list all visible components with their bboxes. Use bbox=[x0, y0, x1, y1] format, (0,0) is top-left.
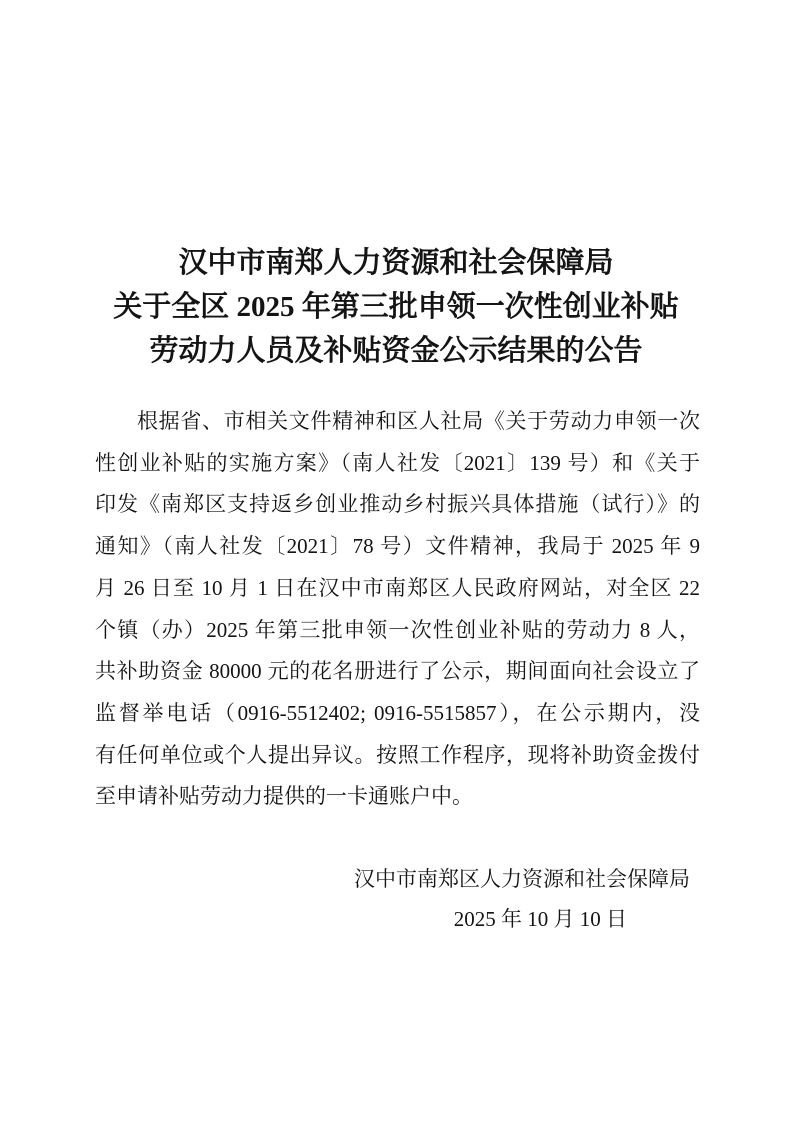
title-line-2: 关于全区 2025 年第三批申领一次性创业补贴 bbox=[113, 291, 679, 323]
body-line: 至申请补贴劳动力提供的一卡通账户中。 bbox=[95, 784, 473, 809]
signature-date: 2025 年 10 月 10 日 bbox=[453, 907, 627, 932]
body-line: 印发《南郑区支持返乡创业推动乡村振兴具体措施（试行）》的 bbox=[95, 492, 700, 517]
body-line: 月 26 日至 10 月 1 日在汉中市南郑区人民政府网站，对全区 22 bbox=[95, 575, 700, 600]
body-paragraph bbox=[95, 401, 700, 818]
signature-block bbox=[0, 859, 792, 939]
signature-issuer: 汉中市南郑区人力资源和社会保障局 bbox=[354, 867, 690, 892]
body-line: 共补助资金 80000 元的花名册进行了公示，期间面向社会设立了 bbox=[95, 659, 700, 684]
body-line: 性创业补贴的实施方案》（南人社发〔2021〕139 号）和《关于 bbox=[95, 450, 700, 475]
title-line-3: 劳动力人员及补贴资金公示结果的公告 bbox=[149, 335, 643, 367]
body-line: 个镇（办）2025 年第三批申领一次性创业补贴的劳动力 8 人， bbox=[95, 617, 700, 642]
title-line-1: 汉中市南郑人力资源和社会保障局 bbox=[178, 247, 614, 279]
document-title bbox=[0, 0, 792, 373]
body-line: 监督举电话（0916-5512402; 0916-5515857），在公示期内，没 bbox=[95, 700, 700, 725]
body-line: 根据省、市相关文件精神和区人社局《关于劳动力申领一次 bbox=[137, 409, 700, 433]
body-line: 有任何单位或个人提出异议。按照工作程序，现将补助资金拨付 bbox=[95, 742, 700, 767]
body-line: 通知》（南人社发〔2021〕78 号）文件精神，我局于 2025 年 9 bbox=[95, 534, 700, 559]
